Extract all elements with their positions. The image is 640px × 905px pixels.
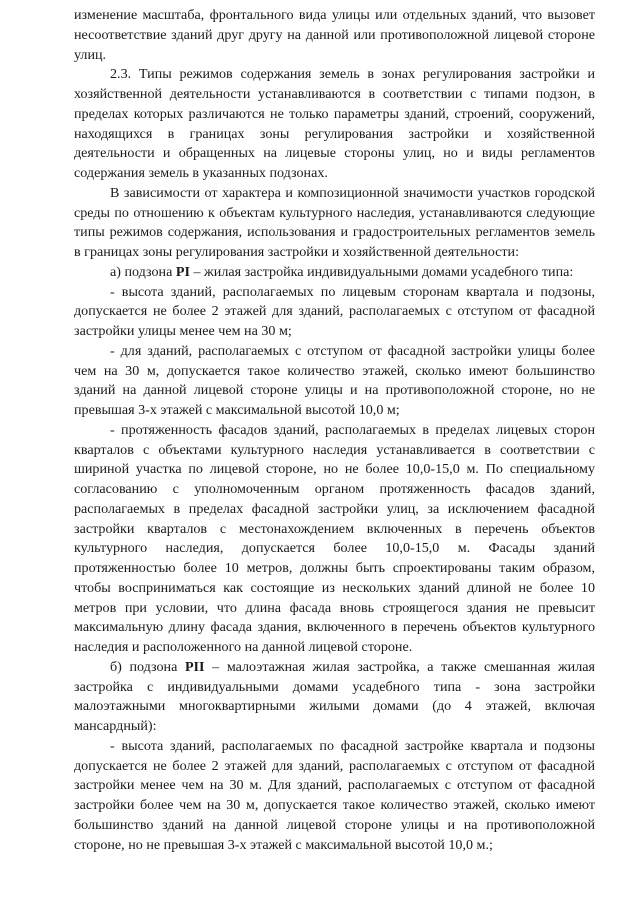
subzone-pii-prefix: б) подзона xyxy=(110,658,185,675)
pi-rule-facade-length: - протяженность фасадов зданий, располагаемых в пределах лицевых сторон кварталов с объектами культурного наследия устанавливается в соответствии с шириной участка по лицевой стороне, но не более 10,0-15,0 м. По специальному согласованию с уполномоченным органом протяженность фасадов зданий, располагаемых в пределах фасадной застройки улиц, за исключением фасадной застройки кварталов с местонахождением включенных в перечень объектов культурного наследия, допускается более 10,0-15,0 м. Фасады зданий протяженностью более 10 метров, должны быть спроектированы таким образом, чтобы восприниматься как состоящие из нескольких зданий длиной не более 10 метров при условии, что длина фасада вновь строящегося здания не превысит максимальную длину фасада здания, включенного в перечень объектов культурного наследия и расположенного на данной лицевой стороне. xyxy=(74,421,595,655)
subzone-pii-code: PII xyxy=(184,658,205,675)
pii-rule-height: - высота зданий, располагаемых по фасадной застройке квартала и подзоны допускается не более 2 этажей для зданий, располагаемых с отступом от фасадной застройки менее чем на 30 м. Для зданий, располагаемых с отступом от фасадной застройки более чем на 30 м, допускается такое количество этажей, сколько имеют большинство зданий на данной лицевой стороне улицы и на противоположной стороне, но не превышая 3-х этажей с максимальной высотой 10,0 м.; xyxy=(74,737,595,853)
subzone-pii-heading xyxy=(74,658,595,737)
subzone-pi-code: PI xyxy=(175,263,190,280)
paragraph-continuation: изменение масштаба, фронтального вида улицы или отдельных зданий, что вызовет несоответствие зданий друг другу на данной или противоположной лицевой стороне улиц. xyxy=(74,7,595,63)
subzone-pi-suffix: – жилая застройка индивидуальными домами усадебного типа: xyxy=(189,263,574,280)
document-page xyxy=(74,6,595,855)
pi-rule-height: - высота зданий, располагаемых по лицевым сторонам квартала и подзоны, допускается не более 2 этажей для зданий, располагаемых с отступом от фасадной застройки улицы менее чем на 30 м; xyxy=(74,283,595,339)
paragraph-regime-types: В зависимости от характера и композиционной значимости участков городской среды по отношению к объектам культурного наследия, устанавливаются следующие типы режимов содержания, использования и градостроительных регламентов земель в границах зоны регулирования застройки и хозяйственной деятельности: xyxy=(74,184,595,260)
pi-rule-setback: - для зданий, располагаемых с отступом от фасадной застройки улицы более чем на 30 м, допускается такое количество этажей, сколько имеют большинство зданий на данной лицевой стороне улицы и на противоположной стороне, но не превышая 3-х этажей с максимальной высотой 10,0 м; xyxy=(74,342,595,418)
subzone-pi-prefix: а) подзона xyxy=(110,263,176,280)
subzone-pi-heading xyxy=(74,263,595,283)
paragraph-section-2-3: 2.3. Типы режимов содержания земель в зонах регулирования застройки и хозяйственной деятельности устанавливаются в соответствии с типами подзон, в пределах которых различаются не только параметры зданий, строений, сооружений, находящихся в границах зоны регулирования застройки и хозяйственной деятельности и обращенных на лицевые стороны улиц, но и виды регламентов содержания земель в указанных подзонах. xyxy=(74,66,595,181)
subzone-pii-suffix: – малоэтажная жилая застройка, а также смешанная жилая застройка с индивидуальными домами усадебного типа - зона застройки малоэтажными многоквартирными жилыми домами (до 4 этажей, включая мансардный): xyxy=(74,658,595,734)
